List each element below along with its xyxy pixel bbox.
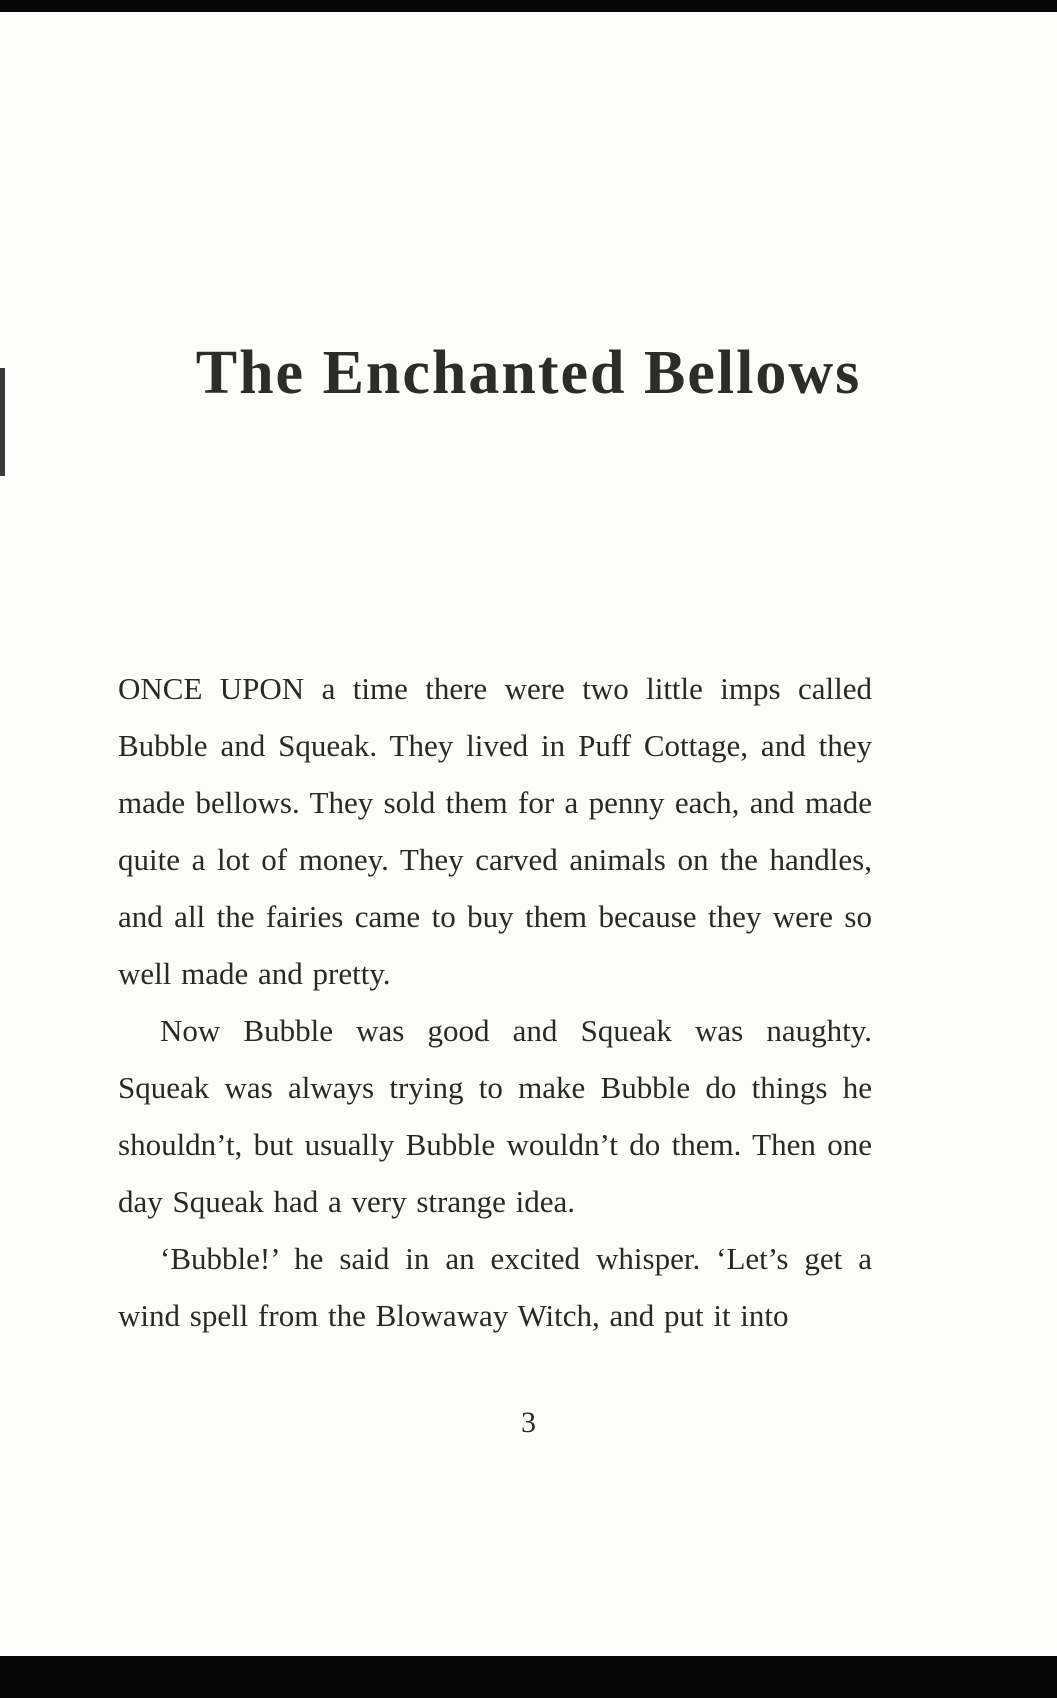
scan-artifact-bottom-bar	[0, 1656, 1057, 1698]
story-title: The Enchanted Bellows	[195, 338, 862, 407]
story-paragraph: ONCE UPON a time there were two little imps called Bubble and Squeak. They lived in Puff Cottage, and they made bellows. They sold them for a penny each, and made quite a lot of money. They carved animals on the handles, and all the fairies came to buy them because they were so well made and pretty.	[118, 671, 872, 991]
page-number: 3	[521, 1406, 536, 1439]
scan-artifact-top-bar	[0, 0, 1057, 12]
story-paragraph: ‘Bubble!’ he said in an excited whisper. ‘Let’s get a wind spell from the Blowaway Witch, and put it into	[118, 1241, 872, 1333]
story-paragraph: Now Bubble was good and Squeak was naughty. Squeak was always trying to make Bubble do things he shouldn’t, but usually Bubble wouldn’t do them. Then one day Squeak had a very strange idea.	[118, 1013, 872, 1219]
story-body	[118, 660, 872, 1344]
